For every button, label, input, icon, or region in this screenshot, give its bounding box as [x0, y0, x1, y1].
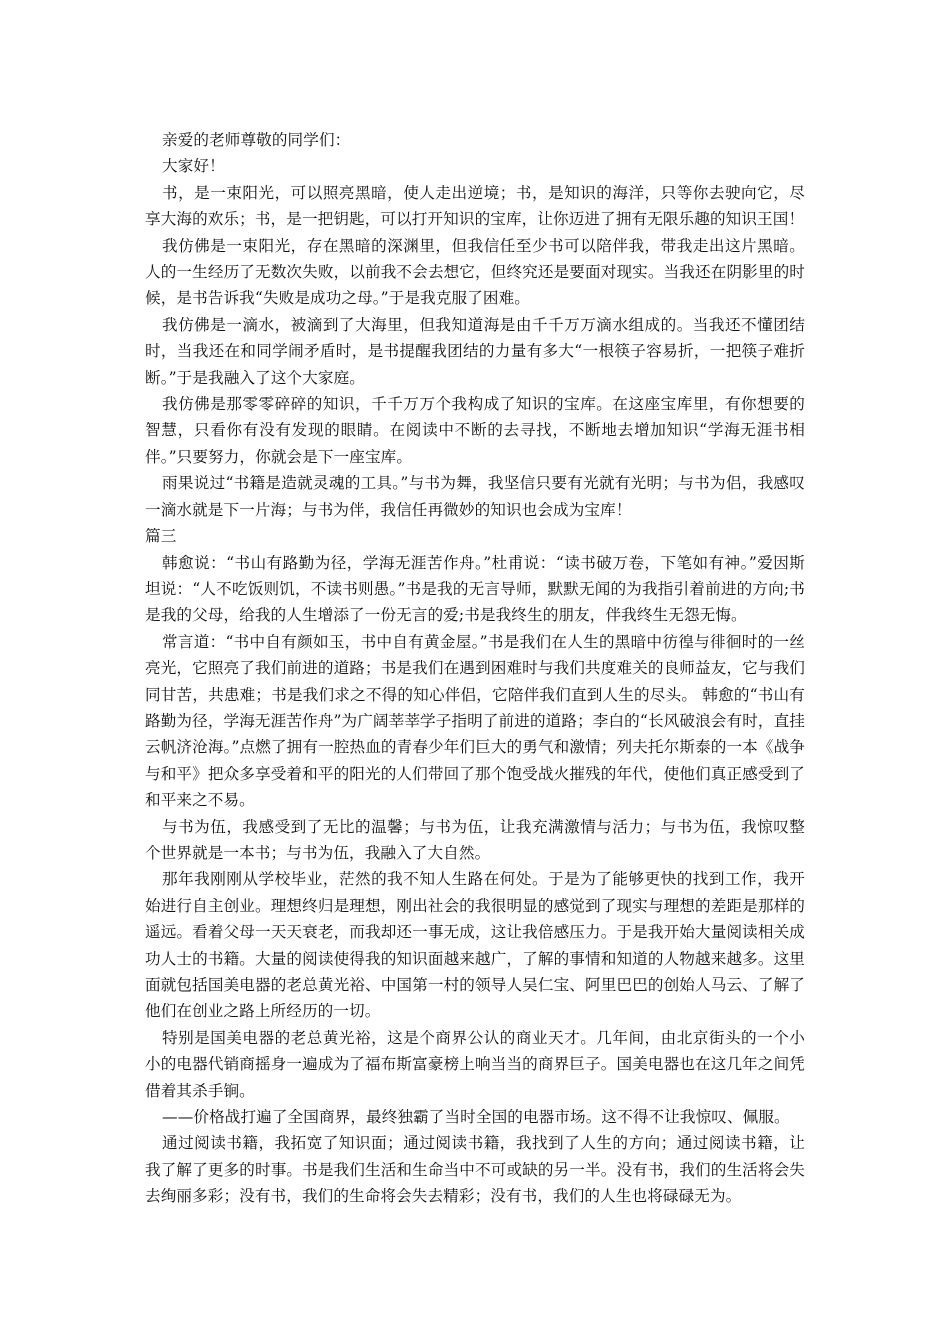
paragraph: 特别是国美电器的老总黄光裕，这是个商界公认的商业天才。几年间，由北京街头的一个小小的电器代销商摇身一遍成为了福布斯富豪榜上响当当的商界巨子。国美电器也在这几年之间凭借着其杀手锏。 — [145, 1028, 805, 1100]
paragraph: 我仿佛是一滴水，被滴到了大海里，但我知道海是由千千万万滴水组成的。当我还不懂团结时，当我还在和同学闹矛盾时，是书提醒我团结的力量有多大“一根筷子容易折，一把筷子难折断。”于是我融入了这个大家庭。 — [145, 315, 805, 387]
paragraph: 常言道：“书中自有颜如玉，书中自有黄金屋。”书是我们在人生的黑暗中彷徨与徘徊时的一丝亮光，它照亮了我们前进的道路；书是我们在遇到困难时与我们共度难关的良师益友，它与我们同甘苦，共患难；书是我们求之不得的知心伴侣，它陪伴我们直到人生的尽头。 韩愈的“书山有路勤为径，学海无涯苦作舟”为广阔莘莘学子指明了前进的道路；李白的“长风破浪会有时，直挂云帆济沧海。”点燃了拥有一腔热血的青春少年们巨大的勇气和激情；列夫托尔斯泰的一本《战争与和平》把众多享受着和平的阳光的人们带回了那个饱受战火摧残的年代，使他们真正感受到了和平来之不易。 — [145, 632, 805, 810]
greeting: 大家好！ — [162, 157, 225, 176]
paragraph: 与书为伍，我感受到了无比的温馨；与书为伍，让我充满激情与活力；与书为伍，我惊叹整个世界就是一本书；与书为伍，我融入了大自然。 — [145, 817, 805, 862]
salutation: 亲爱的老师尊敬的同学们： — [162, 131, 351, 149]
paragraph: 书，是一束阳光，可以照亮黑暗，使人走出逆境；书，是知识的海洋，只等你去驶向它，尽享大海的欢乐；书，是一把钥匙，可以打开知识的宝库，让你迈进了拥有无限乐趣的知识王国！ — [145, 183, 805, 229]
section-heading: 篇三 — [145, 527, 177, 546]
paragraph: 韩愈说：“书山有路勤为径，学海无涯苦作舟。”杜甫说：“读书破万卷，下笔如有神。”爱因斯坦说：“人不吃饭则饥，不读书则愚。”书是我的无言导师，默默无闻的为我指引着前进的方向;书是我的父母，给我的人生增添了一份无言的爱;书是我终生的朋友，伴我终生无怨无悔。 — [145, 553, 805, 625]
paragraph: 通过阅读书籍，我拓宽了知识面；通过阅读书籍，我找到了人生的方向；通过阅读书籍，让我了解了更多的时事。书是我们生活和生命当中不可或缺的另一半。没有书，我们的生活将会失去绚丽多彩；没有书，我们的生命将会失去精彩；没有书，我们的人生也将碌碌无为。 — [145, 1134, 805, 1206]
paragraph: 那年我刚刚从学校毕业，茫然的我不知人生路在何处。于是为了能够更快的找到工作，我开始进行自主创业。理想终归是理想，刚出社会的我很明显的感觉到了现实与理想的差距是那样的遥远。看着父母一天天衰老，而我却还一事无成，这让我倍感压力。于是我开始大量阅读相关成功人士的书籍。大量的阅读使得我的知识面越来越广，了解的事情和知道的人物越来越多。这里面就包括国美电器的老总黄光裕、中国第一村的领导人吴仁宝、阿里巴巴的创始人马云、了解了他们在创业之路上所经历的一切。 — [145, 870, 805, 1021]
paragraph: 我仿佛是一束阳光，存在黑暗的深渊里，但我信任至少书可以陪伴我，带我走出这片黑暗。人的一生经历了无数次失败，以前我不会去想它，但终究还是要面对现实。当我还在阴影里的时候，是书告诉我“失败是成功之母。”于是我克服了困难。 — [145, 236, 805, 308]
paragraph: ——价格战打遍了全国商界，最终独霸了当时全国的电器市场。这不得不让我惊叹、佩服。 — [162, 1108, 790, 1127]
paragraph: 雨果说过“书籍是造就灵魂的工具。”与书为舞，我坚信只要有光就有光明；与书为侣，我感叹一滴水就是下一片海；与书为伴，我信任再微妙的知识也会成为宝库！ — [145, 474, 805, 519]
document-body — [145, 127, 805, 1210]
paragraph: 我仿佛是那零零碎碎的知识，千千万万个我构成了知识的宝库。在这座宝库里，有你想要的智慧，只看你有没有发现的眼睛。在阅读中不断的去寻找，不断地去增加知识“学海无涯书相伴。”只要努力，你就会是下一座宝库。 — [145, 395, 805, 466]
